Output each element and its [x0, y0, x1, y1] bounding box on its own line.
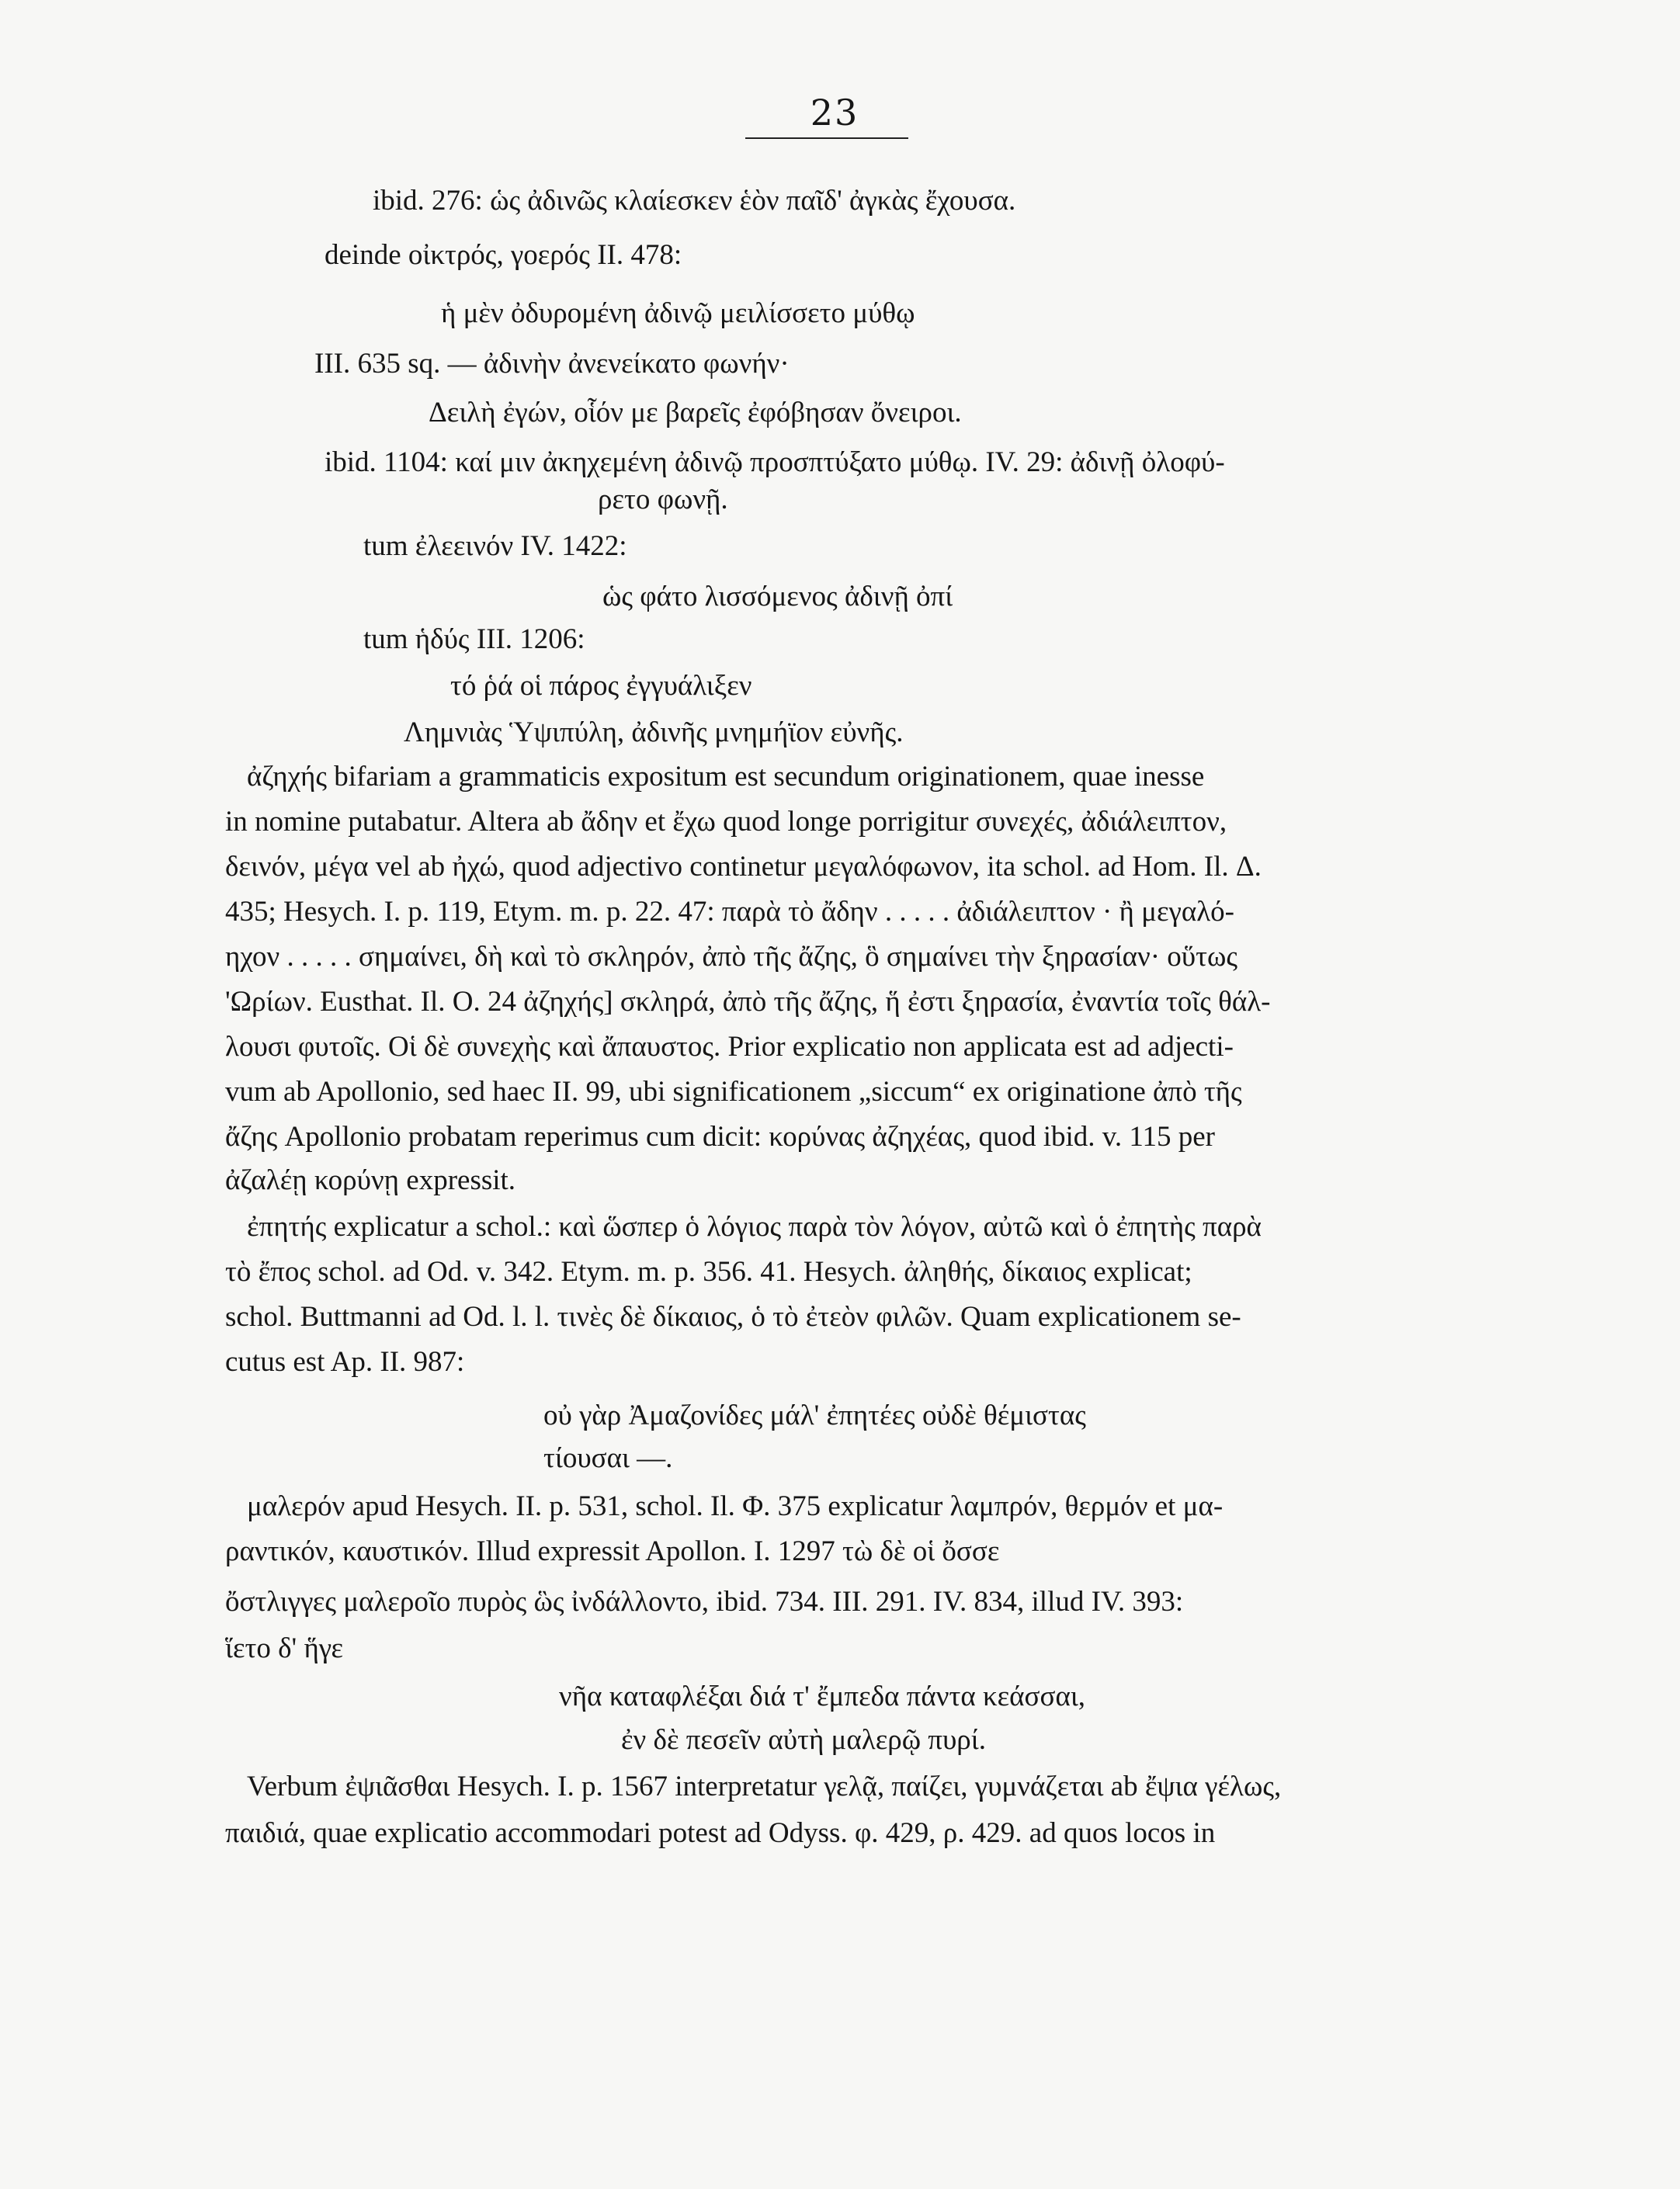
- paragraph-line: ηχον . . . . . σημαίνει, δὴ καὶ τὸ σκληρόν, ἀπὸ τῆς ἄζης, ὃ σημαίνει τὴν ξηρασίαν· οὕτως: [225, 941, 1237, 973]
- text-line: III. 635 sq. — ἀδινὴν ἀνενείκατο φωνήν·: [314, 348, 790, 380]
- verse-line: Δειλὴ ἐγών, οἷόν με βαρεῖς ἐφόβησαν ὄνειροι.: [429, 397, 962, 428]
- paragraph-line: cutus est Ap. II. 987:: [225, 1346, 465, 1378]
- verse-line: ἡ μὲν ὀδυρομένη ἀδινῷ μειλίσσετο μύθῳ: [441, 297, 915, 329]
- paragraph-line: ραντικόν, καυστικόν. Illud expressit Apollon. I. 1297 τὼ δὲ οἱ ὄσσε: [225, 1535, 1000, 1567]
- verse-line: τό ῥά οἱ πάρος ἐγγυάλιξεν: [450, 670, 752, 702]
- paragraph-line: δεινόν, μέγα vel ab ἠχώ, quod adjectivo continetur μεγαλόφωνον, ita schol. ad Hom. Il. Δ.: [225, 851, 1262, 883]
- text-line: ibid. 1104: καί μιν ἀκηχεμένη ἀδινῷ προσπτύξατο μύθῳ. IV. 29: ἀδινῇ ὀλοφύ-: [325, 446, 1225, 478]
- paragraph-line: ἀζαλέῃ κορύνῃ expressit.: [225, 1164, 516, 1196]
- paragraph-line: 'Ωρίων. Eusthat. Il. O. 24 ἀζηχής] σκληρά, ἀπὸ τῆς ἄζης, ἥ ἐστι ξηρασία, ἐναντία τοῖς θάλ-: [225, 986, 1271, 1018]
- text-line: ρετο φωνῇ.: [598, 484, 728, 515]
- paragraph-line: ἐπητής explicatur a schol.: καὶ ὥσπερ ὁ λόγιος παρὰ τὸν λόγον, αὐτῶ καὶ ὁ ἐπητὴς παρὰ: [247, 1211, 1262, 1243]
- paragraph-line: ὄστλιγγες μαλεροῖο πυρὸς ὣς ἰνδάλλοντο, ibid. 734. III. 291. IV. 834, illud IV. 393:: [225, 1586, 1184, 1618]
- verse-line: οὐ γὰρ Ἀμαζονίδες μάλ' ἐπητέες οὐδὲ θέμιστας: [543, 1400, 1086, 1431]
- verse-line: τίουσαι —.: [543, 1442, 673, 1474]
- paragraph-line: ἀζηχής bifariam a grammaticis expositum est secundum originationem, quae inesse: [247, 761, 1205, 793]
- paragraph-line: μαλερόν apud Hesych. II. p. 531, schol. Il. Φ. 375 explicatur λαμπρόν, θερμόν et μα-: [247, 1490, 1224, 1522]
- paragraph-line: τὸ ἔπος schol. ad Od. v. 342. Etym. m. p. 356. 41. Hesych. ἀληθής, δίκαιος explicat;: [225, 1256, 1192, 1288]
- paragraph-line: vum ab Apollonio, sed haec II. 99, ubi significationem „siccum“ ex originatione ἀπὸ τῆς: [225, 1076, 1242, 1108]
- verse-line: νῆα καταφλέξαι διά τ' ἔμπεδα πάντα κεάσσαι,: [559, 1681, 1086, 1712]
- page-number-rule: [745, 137, 908, 139]
- paragraph-line: λουσι φυτοῖς. Οἱ δὲ συνεχὴς καὶ ἄπαυστος. Prior explicatio non applicata est ad adjecti-: [225, 1031, 1234, 1063]
- verse-line: Λημνιὰς Ὑψιπύλη, ἀδινῆς μνημήϊον εὐνῆς.: [404, 716, 904, 748]
- text-line: tum ἡδύς III. 1206:: [363, 623, 585, 655]
- text-line: deinde οἰκτρός, γοερός II. 478:: [325, 239, 682, 271]
- text-line: ibid. 276: ὡς ἀδινῶς κλαίεσκεν ἑὸν παῖδ' ἀγκὰς ἔχουσα.: [373, 185, 1016, 217]
- page-number: 23: [810, 92, 859, 134]
- paragraph-line: ἄζης Apollonio probatam reperimus cum dicit: κορύνας ἀζηχέας, quod ibid. v. 115 per: [225, 1121, 1216, 1153]
- text-line: tum ἐλεεινόν IV. 1422:: [363, 530, 627, 562]
- paragraph-line: 435; Hesych. I. p. 119, Etym. m. p. 22. 47: παρὰ τὸ ἄδην . . . . . ἀδιάλειπτον · ἢ μεγαλό-: [225, 896, 1235, 928]
- paragraph-line: Verbum ἐψιᾶσθαι Hesych. I. p. 1567 interpretatur γελᾷ, παίζει, γυμνάζεται ab ἔψια γέλως,: [247, 1771, 1282, 1802]
- verse-line: ἐν δὲ πεσεῖν αὐτὴ μαλερῷ πυρί.: [621, 1724, 986, 1756]
- paragraph-line: παιδιά, quae explicatio accommodari potest ad Odyss. φ. 429, ρ. 429. ad quos locos in: [225, 1817, 1216, 1849]
- paragraph-line: in nomine putabatur. Altera ab ἄδην et ἔχω quod longe porrigitur συνεχές, ἀδιάλειπτον,: [225, 806, 1227, 838]
- paragraph-line: schol. Buttmanni ad Od. l. l. τινὲς δὲ δίκαιος, ὁ τὸ ἐτεὸν φιλῶν. Quam explicationem se-: [225, 1301, 1241, 1333]
- verse-line: ὡς φάτο λισσόμενος ἀδινῇ ὀπί: [602, 581, 953, 612]
- paragraph-line: ἵετο δ' ἥγε: [225, 1632, 344, 1664]
